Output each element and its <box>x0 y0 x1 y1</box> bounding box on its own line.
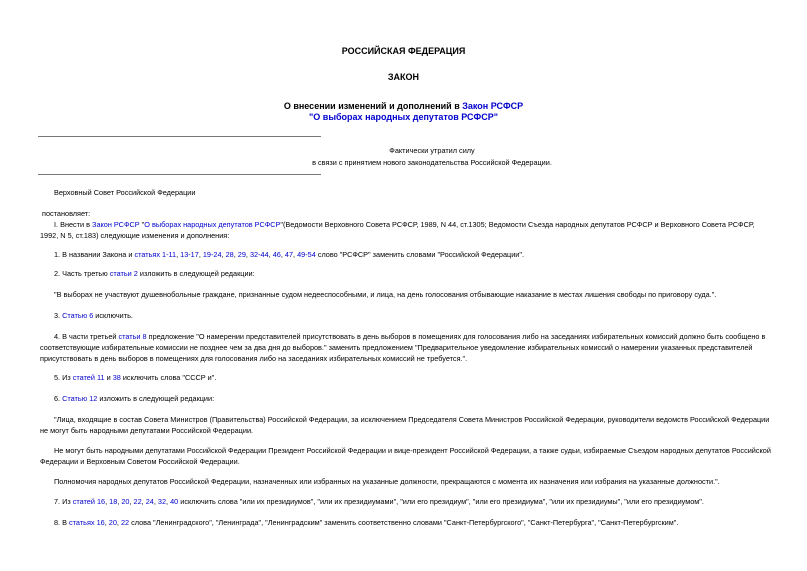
law-title-link[interactable]: О выборах народных депутатов РСФСР <box>144 220 281 229</box>
text: изложить в следующей редакции: <box>97 394 215 403</box>
paragraph-8 <box>40 393 784 405</box>
article-link[interactable]: 38 <box>112 373 121 382</box>
paragraph-6-line2: соответствующие избирательные комиссии не позднее чем за два дня до выборов." заменить предложением "Предварительное уведомление избирательных комиссий о намерении указанных представителей <box>40 343 753 352</box>
text: 4. В части третьей <box>54 332 119 341</box>
article-link[interactable]: Статью 6 <box>62 311 94 320</box>
decrees-text: постановляет: <box>42 209 91 218</box>
article-link[interactable]: статьях 16 <box>69 518 105 527</box>
article-link[interactable]: статей 16 <box>72 497 106 506</box>
text: слово "РСФСР" заменить словами "Российской Федерации". <box>315 250 524 259</box>
article-link[interactable]: 46 <box>272 250 281 259</box>
paragraph-7 <box>40 372 784 384</box>
article-link[interactable]: 20 <box>108 518 117 527</box>
paragraph-9-line2: не могут быть народными депутатами Российской Федерации. <box>40 426 254 435</box>
paragraph-5 <box>40 310 784 322</box>
text: 7. Из <box>54 497 73 506</box>
divider-bottom <box>38 174 321 175</box>
paragraph-1-line2: 1992, N 5, ст.183) следующие изменения и дополнения: <box>40 231 230 240</box>
article-link[interactable]: 29 <box>237 250 246 259</box>
article-link[interactable]: 24 <box>145 497 154 506</box>
article-link[interactable]: 28 <box>225 250 234 259</box>
paragraph-10-line1: Не могут быть народными депутатами Российской Федерации Президент Российской Федерации и вице-президент Российской Федерации, а также судьи, избираемые Съездом народных депутатов Российской <box>54 446 771 455</box>
text: предложение "О намерении представителей присутствовать в день выборов в помещениях для голосования либо на заседаниях избирательных комиссий должно быть сообщено в <box>146 332 766 341</box>
text: 3. <box>54 311 63 320</box>
status-note-line1: Фактически утратил силу <box>389 146 475 155</box>
law-link[interactable]: Закон РСФСР <box>462 101 524 111</box>
article-link[interactable]: 32-44 <box>249 250 269 259</box>
paragraph-4: "В выборах не участвуют душевнобольные граждане, признанные судом недееспособными, и лица, на день голосования отбывающие наказание в местах лишения свободы по приговору суда.". <box>54 290 717 299</box>
article-link[interactable]: 20 <box>121 497 130 506</box>
text: 6. <box>54 394 63 403</box>
article-link[interactable]: 22 <box>120 518 130 527</box>
status-note-line2: в связи с принятием нового законодательства Российской Федерации. <box>312 158 552 167</box>
paragraph-12: 7. Из статей 16, 18, 20, 22, 24, 32, 40 исключить слова "или их президиумов", "или их президиумами", "или его президиум", "или его президиума", "или их президиумы", "или его президиумом". <box>54 497 704 506</box>
law-link[interactable]: Закон РСФСР <box>92 220 140 229</box>
doc-type-heading: ЗАКОН <box>387 72 420 82</box>
text: слова "Ленинградского", "Ленинграда", "Ленинградским" заменить соответственно словами "Санкт-Петербургского", "Санкт-Петербурга", "Санкт-Петербургским". <box>129 518 679 527</box>
paragraph-13: 8. В статьях 16, 20, 22 слова "Ленинградского", "Ленинграда", "Ленинградским" заменить соответственно словами "Санкт-Петербургского", "Санкт-Петербурга", "Санкт-Петербургским". <box>54 518 679 527</box>
text: и <box>104 373 113 382</box>
paragraph-6-line3: присутствовать в день выборов в помещениях для голосования либо на заседаниях избирательных комиссий не требуется.". <box>40 354 468 363</box>
text: 8. В <box>54 518 70 527</box>
title-prefix: О внесении изменений и дополнений в <box>283 101 463 111</box>
paragraph-2: 1. В названии Закона и статьях 1-11, 13-17, 19-24, 28, 29, 32-44, 46, 47, 49-54 слово "РСФСР" заменить словами "Российской Федерации". <box>54 250 524 259</box>
text: исключить. <box>93 311 133 320</box>
text: изложить в следующей редакции: <box>137 269 255 278</box>
text: "(Ведомости Верховного Совета РСФСР, 1989, N 44, ст.1305; Ведомости Съезда народных депутатов РСФСР и Верховного Совета РСФСР, <box>280 220 755 229</box>
text: I. Внести в <box>54 220 93 229</box>
article-link[interactable]: 22 <box>133 497 142 506</box>
doc-title-line1 <box>0 101 807 111</box>
text: 5. Из <box>54 373 73 382</box>
article-link[interactable]: статьи 8 <box>118 332 147 341</box>
paragraph-10-line2: Федерации и Верховным Советом Российской Федерации. <box>40 457 240 466</box>
divider-top <box>38 136 321 137</box>
paragraph-9-line1: "Лица, входящие в состав Совета Министров (Правительства) Российской Федерации, за исключением Председателя Совета Министров Российской Федерации, руководители ведомств Российской Федерации <box>54 415 770 424</box>
article-link[interactable]: 13-17 <box>180 250 199 259</box>
article-link[interactable]: статьях 1-11 <box>134 250 177 259</box>
article-link[interactable]: 19-24 <box>202 250 222 259</box>
paragraph-11: Полномочия народных депутатов Российской Федерации, назначенных или избранных на указанные должности, прекращаются с момента их назначения или избрания на указанные должности.". <box>54 477 720 486</box>
article-link[interactable]: 40 <box>170 497 179 506</box>
article-link[interactable]: 18 <box>109 497 118 506</box>
text: 2. Часть третью <box>54 269 110 278</box>
article-link[interactable]: 47 <box>284 250 294 259</box>
article-link[interactable]: 32 <box>157 497 167 506</box>
council-text: Верховный Совет Российской Федерации <box>54 188 196 197</box>
text: 1. В названии Закона и <box>54 250 135 259</box>
text: исключить слова "СССР и". <box>120 373 217 382</box>
law-title-link[interactable]: "О выборах народных депутатов РСФСР" <box>309 112 498 122</box>
article-link[interactable]: Статью 12 <box>62 394 98 403</box>
article-link[interactable]: статей 11 <box>72 373 105 382</box>
doc-title-line2 <box>0 112 807 122</box>
text: " <box>139 220 145 229</box>
country-heading: РОССИЙСКАЯ ФЕДЕРАЦИЯ <box>341 46 466 56</box>
paragraph-3 <box>40 268 784 280</box>
article-link[interactable]: статьи 2 <box>109 269 138 278</box>
text: исключить слова "или их президиумов", "или их президиумами", "или его президиум", "или его президиума", "или их президиумы", "или его президиумом". <box>178 497 704 506</box>
article-link[interactable]: 49-54 <box>297 250 316 259</box>
